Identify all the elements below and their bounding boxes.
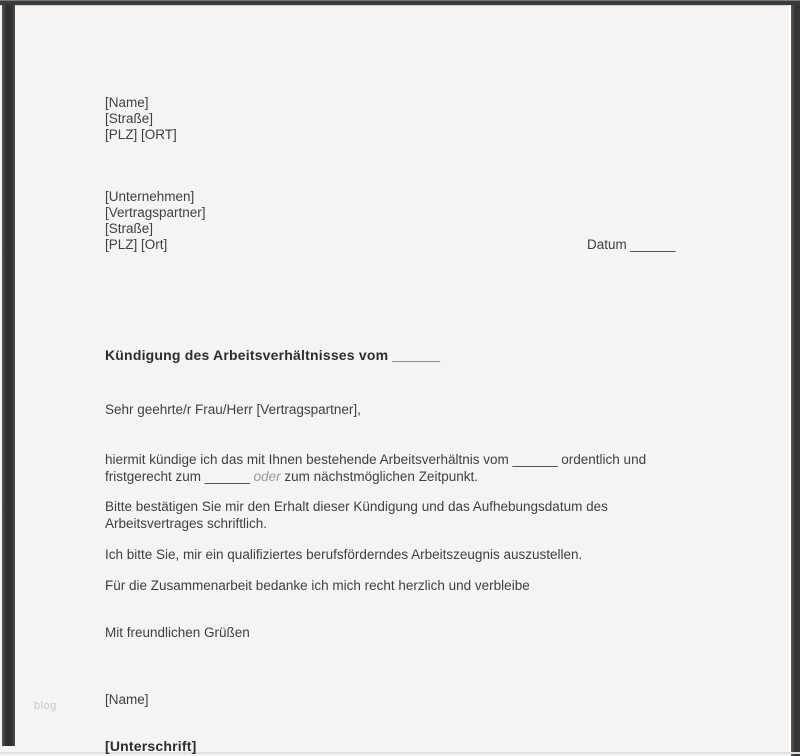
closing-line: Mit freundlichen Grüßen: [105, 625, 250, 640]
subject-line: Kündigung des Arbeitsverhältnisses vom ______: [105, 347, 441, 363]
watermark-text: blog: [34, 700, 57, 712]
body-paragraph-1: [105, 451, 675, 485]
body-paragraph-1-text: hiermit kündige ich das mit Ihnen bestehende Arbeitsverhältnis vom ______ ordentlich und fristgerecht zum ______: [105, 452, 647, 484]
sender-name: [Name]: [105, 95, 149, 110]
recipient-city: [PLZ] [Ort]: [105, 237, 168, 252]
recipient-company: [Unternehmen]: [105, 189, 195, 204]
recipient-address-block: [105, 189, 206, 253]
recipient-contact: [Vertragspartner]: [105, 205, 206, 220]
sender-street: [Straße]: [105, 111, 154, 126]
salutation: Sehr geehrte/r Frau/Herr [Vertragspartner],: [105, 402, 361, 417]
frame-top-bar: [0, 0, 800, 6]
sender-address-block: [105, 95, 177, 143]
body-paragraph-1-oder: oder: [253, 469, 281, 484]
signature-label: [Unterschrift]: [105, 738, 197, 754]
body-paragraph-2: Bitte bestätigen Sie mir den Erhalt dieser Kündigung und das Aufhebungsdatum des Arbeitsvertrages schriftlich.: [105, 499, 608, 531]
signature-name: [Name]: [105, 692, 149, 707]
body-paragraph-3: Ich bitte Sie, mir ein qualifiziertes berufsförderndes Arbeitszeugnis auszustellen.: [105, 547, 583, 562]
frame-left-bar: [2, 5, 15, 746]
body-paragraph-4: Für die Zusammenarbeit bedanke ich mich recht herzlich und verbleibe: [105, 578, 530, 593]
recipient-street: [Straße]: [105, 221, 154, 236]
date-line: Datum ______: [587, 237, 676, 252]
frame-right-bar: [789, 5, 800, 756]
body-paragraph-1-tail: zum nächstmöglichen Zeitpunkt.: [280, 469, 478, 484]
sender-city: [PLZ] [ORT]: [105, 127, 177, 142]
